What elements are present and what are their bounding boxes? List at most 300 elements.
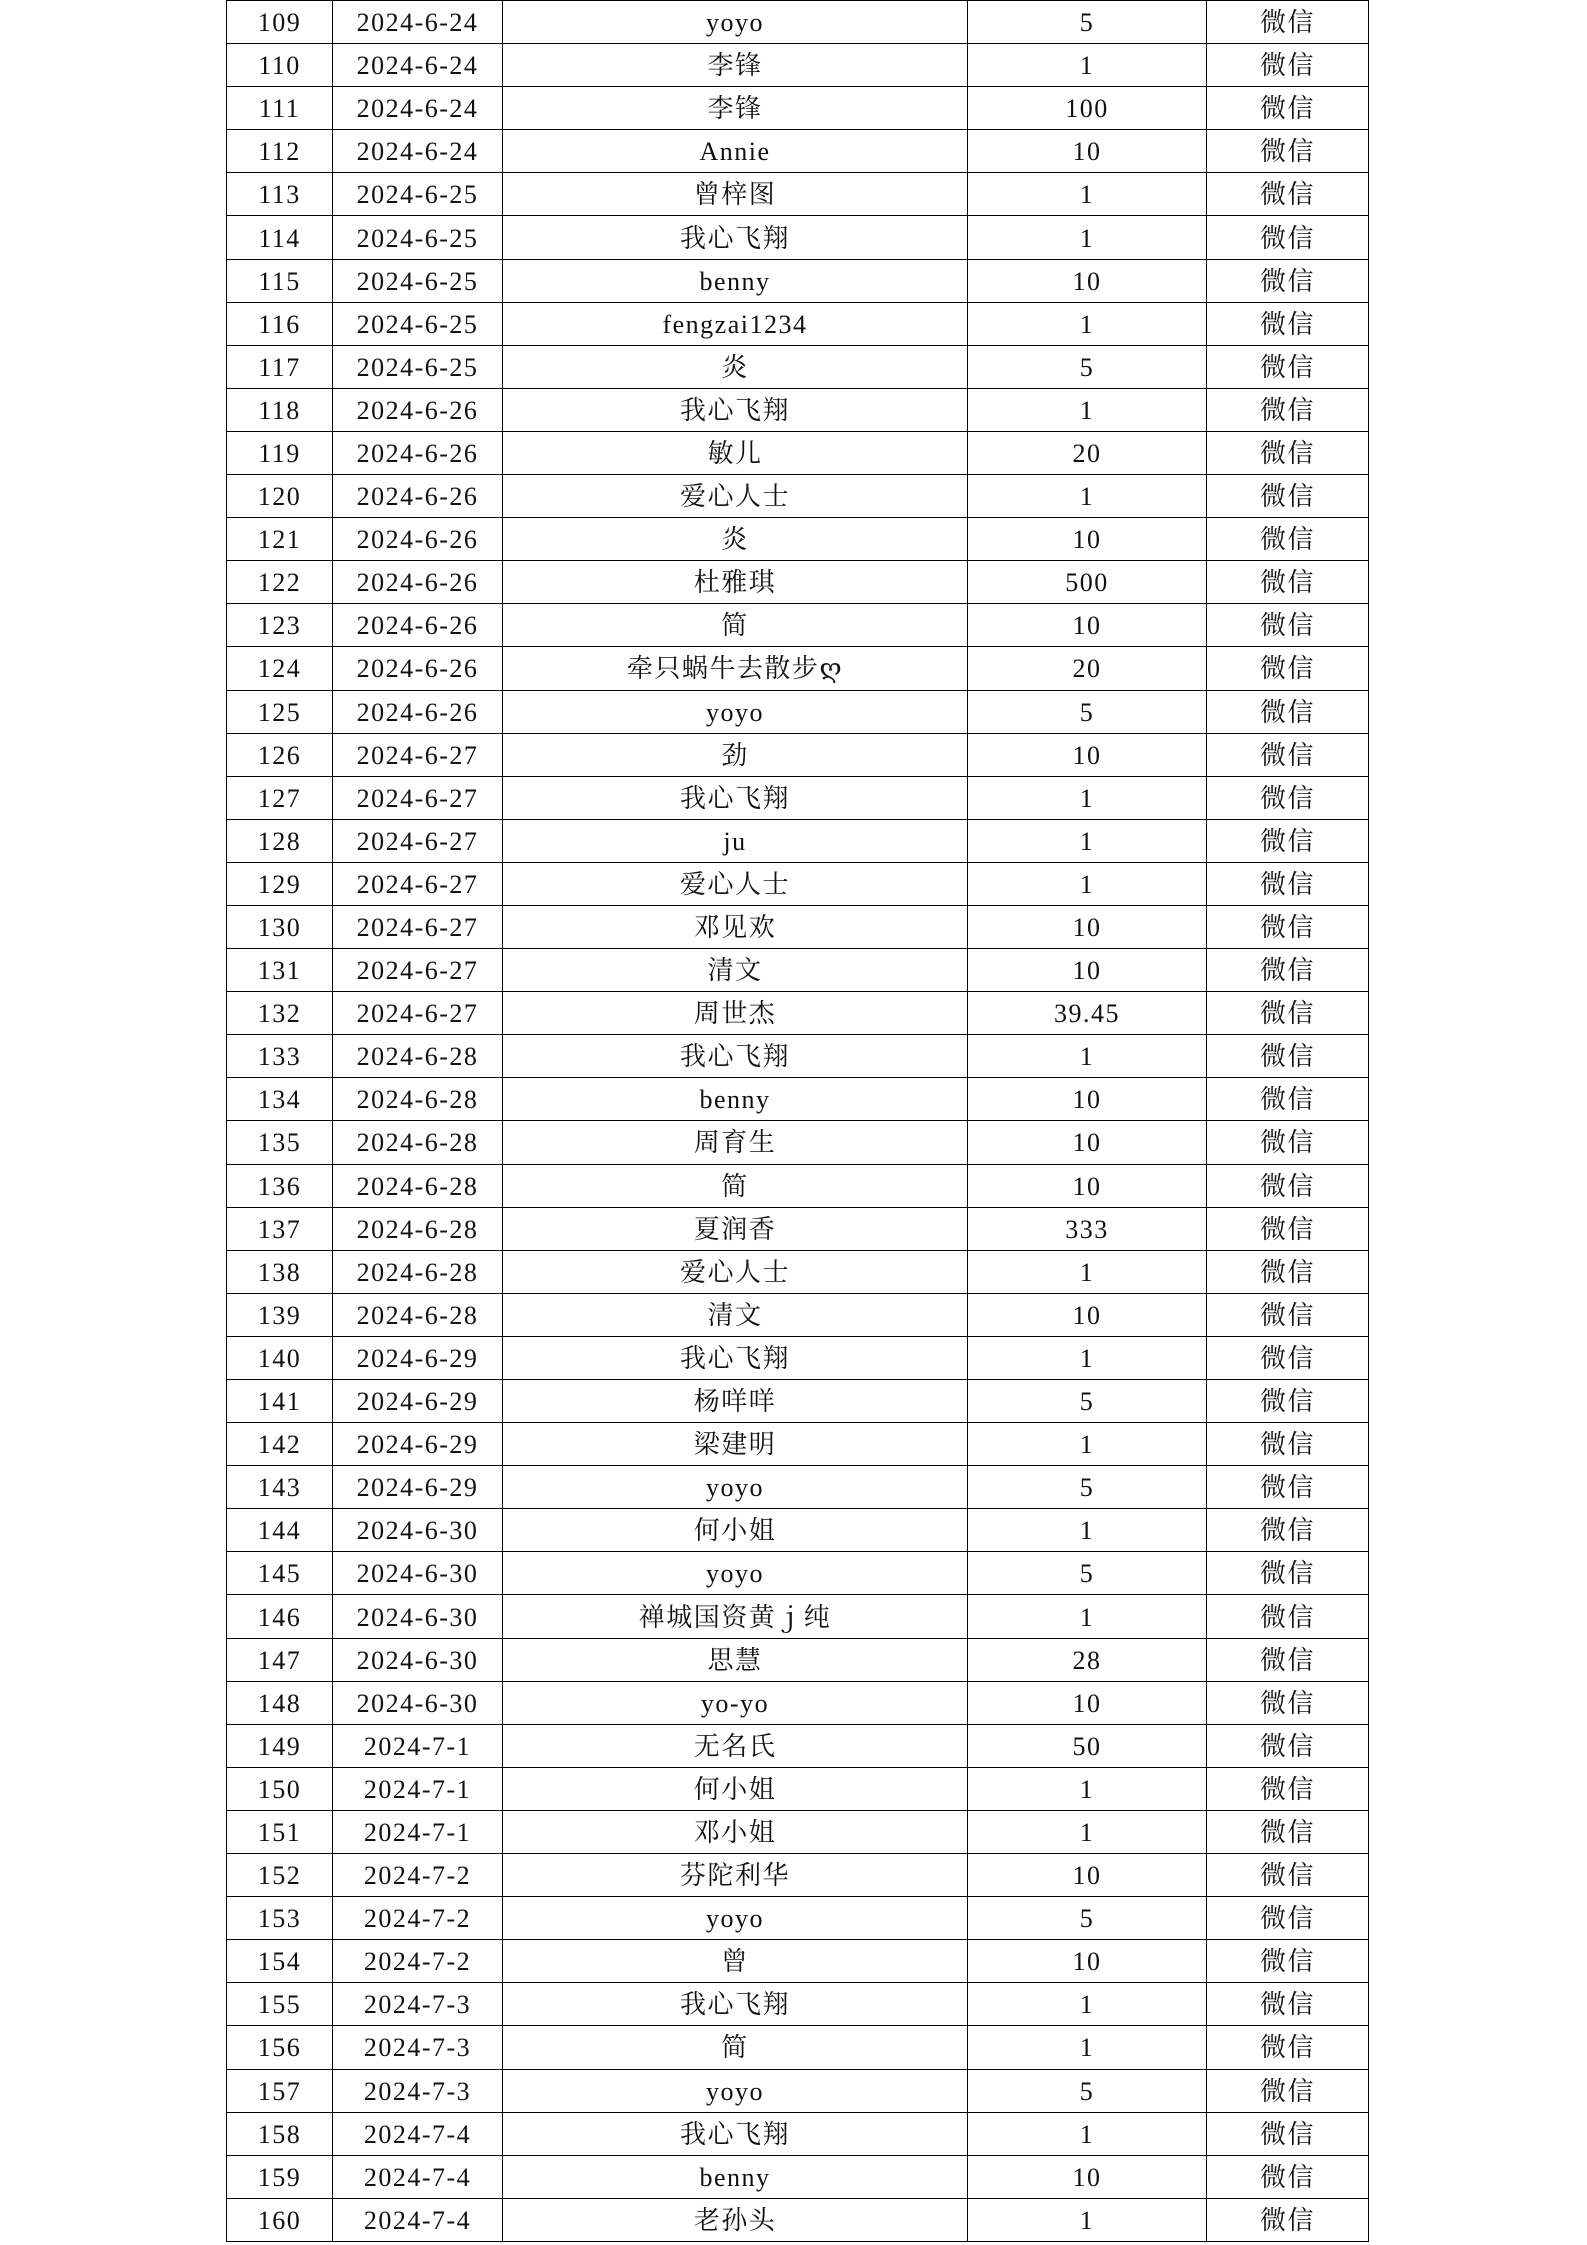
payment-method-cell: 微信 — [1207, 173, 1369, 216]
amount-cell: 10 — [968, 604, 1207, 647]
date-cell: 2024-6-28 — [333, 1294, 503, 1337]
donor-name-cell: yoyo — [503, 1466, 968, 1509]
donor-name-cell: 简 — [503, 1165, 968, 1208]
donor-name-cell: 爱心人士 — [503, 1251, 968, 1294]
table-row — [227, 604, 1369, 647]
row-number-cell: 128 — [227, 820, 333, 863]
donor-name-cell: 曾 — [503, 1940, 968, 1983]
row-number-cell: 136 — [227, 1165, 333, 1208]
row-number-cell: 122 — [227, 561, 333, 604]
payment-method-cell: 微信 — [1207, 2156, 1369, 2199]
donor-name-cell: ju — [503, 820, 968, 863]
table-row — [227, 1983, 1369, 2026]
donor-name-cell: 爱心人士 — [503, 863, 968, 906]
row-number-cell: 121 — [227, 518, 333, 561]
amount-cell: 20 — [968, 432, 1207, 475]
row-number-cell: 152 — [227, 1854, 333, 1897]
table-row — [227, 949, 1369, 992]
row-number-cell: 109 — [227, 1, 333, 44]
amount-cell: 5 — [968, 2070, 1207, 2113]
date-cell: 2024-6-26 — [333, 432, 503, 475]
row-number-cell: 140 — [227, 1337, 333, 1380]
table-row — [227, 1552, 1369, 1595]
date-cell: 2024-6-28 — [333, 1035, 503, 1078]
amount-cell: 10 — [968, 1682, 1207, 1725]
date-cell: 2024-6-30 — [333, 1682, 503, 1725]
donor-name-cell: 爱心人士 — [503, 475, 968, 518]
amount-cell: 10 — [968, 1121, 1207, 1164]
payment-method-cell: 微信 — [1207, 561, 1369, 604]
amount-cell: 10 — [968, 906, 1207, 949]
date-cell: 2024-6-30 — [333, 1639, 503, 1682]
row-number-cell: 132 — [227, 992, 333, 1035]
donor-name-cell: 芬陀利华 — [503, 1854, 968, 1897]
donor-name-cell: 牵只蜗牛去散步ღ — [503, 647, 968, 690]
date-cell: 2024-7-1 — [333, 1811, 503, 1854]
row-number-cell: 146 — [227, 1595, 333, 1638]
donor-name-cell: 简 — [503, 2026, 968, 2069]
date-cell: 2024-6-30 — [333, 1509, 503, 1552]
table-row — [227, 518, 1369, 561]
table-row — [227, 1121, 1369, 1164]
date-cell: 2024-7-2 — [333, 1940, 503, 1983]
row-number-cell: 144 — [227, 1509, 333, 1552]
amount-cell: 1 — [968, 863, 1207, 906]
date-cell: 2024-6-28 — [333, 1251, 503, 1294]
row-number-cell: 151 — [227, 1811, 333, 1854]
payment-method-cell: 微信 — [1207, 691, 1369, 734]
payment-method-cell: 微信 — [1207, 734, 1369, 777]
date-cell: 2024-7-4 — [333, 2156, 503, 2199]
date-cell: 2024-6-28 — [333, 1208, 503, 1251]
donor-name-cell: 我心飞翔 — [503, 777, 968, 820]
payment-method-cell: 微信 — [1207, 1768, 1369, 1811]
row-number-cell: 158 — [227, 2113, 333, 2156]
payment-method-cell: 微信 — [1207, 1380, 1369, 1423]
table-row — [227, 2156, 1369, 2199]
table-row — [227, 44, 1369, 87]
date-cell: 2024-6-27 — [333, 992, 503, 1035]
date-cell: 2024-6-27 — [333, 863, 503, 906]
row-number-cell: 142 — [227, 1423, 333, 1466]
table-row — [227, 1854, 1369, 1897]
row-number-cell: 113 — [227, 173, 333, 216]
payment-method-cell: 微信 — [1207, 1682, 1369, 1725]
date-cell: 2024-6-28 — [333, 1165, 503, 1208]
table-row — [227, 691, 1369, 734]
donor-name-cell: benny — [503, 260, 968, 303]
amount-cell: 1 — [968, 1251, 1207, 1294]
row-number-cell: 129 — [227, 863, 333, 906]
payment-method-cell: 微信 — [1207, 1294, 1369, 1337]
donor-name-cell: yoyo — [503, 1, 968, 44]
date-cell: 2024-6-24 — [333, 87, 503, 130]
payment-method-cell: 微信 — [1207, 1940, 1369, 1983]
table-row — [227, 216, 1369, 259]
table-row — [227, 1078, 1369, 1121]
table-row — [227, 1639, 1369, 1682]
table-row — [227, 432, 1369, 475]
payment-method-cell: 微信 — [1207, 1466, 1369, 1509]
table-row — [227, 863, 1369, 906]
payment-method-cell: 微信 — [1207, 1208, 1369, 1251]
table-row — [227, 2070, 1369, 2113]
date-cell: 2024-6-27 — [333, 906, 503, 949]
date-cell: 2024-6-27 — [333, 777, 503, 820]
payment-method-cell: 微信 — [1207, 389, 1369, 432]
donor-name-cell: benny — [503, 2156, 968, 2199]
row-number-cell: 147 — [227, 1639, 333, 1682]
payment-method-cell: 微信 — [1207, 475, 1369, 518]
amount-cell: 10 — [968, 1078, 1207, 1121]
payment-method-cell: 微信 — [1207, 1595, 1369, 1638]
amount-cell: 28 — [968, 1639, 1207, 1682]
donor-name-cell: Annie — [503, 130, 968, 173]
amount-cell: 1 — [968, 2199, 1207, 2242]
donor-name-cell: 李锋 — [503, 87, 968, 130]
row-number-cell: 124 — [227, 647, 333, 690]
date-cell: 2024-6-29 — [333, 1423, 503, 1466]
amount-cell: 10 — [968, 734, 1207, 777]
table-row — [227, 906, 1369, 949]
date-cell: 2024-6-26 — [333, 475, 503, 518]
date-cell: 2024-6-26 — [333, 647, 503, 690]
row-number-cell: 139 — [227, 1294, 333, 1337]
payment-method-cell: 微信 — [1207, 130, 1369, 173]
amount-cell: 1 — [968, 2113, 1207, 2156]
table-row — [227, 2026, 1369, 2069]
payment-method-cell: 微信 — [1207, 346, 1369, 389]
date-cell: 2024-7-1 — [333, 1768, 503, 1811]
donor-name-cell: 老孙头 — [503, 2199, 968, 2242]
table-row — [227, 1423, 1369, 1466]
payment-method-cell: 微信 — [1207, 1552, 1369, 1595]
payment-method-cell: 微信 — [1207, 1811, 1369, 1854]
amount-cell: 1 — [968, 1811, 1207, 1854]
payment-method-cell: 微信 — [1207, 863, 1369, 906]
row-number-cell: 133 — [227, 1035, 333, 1078]
date-cell: 2024-6-27 — [333, 820, 503, 863]
table-row — [227, 1682, 1369, 1725]
amount-cell: 1 — [968, 1509, 1207, 1552]
amount-cell: 5 — [968, 1380, 1207, 1423]
donor-name-cell: 杨咩咩 — [503, 1380, 968, 1423]
date-cell: 2024-6-26 — [333, 518, 503, 561]
donor-name-cell: 周育生 — [503, 1121, 968, 1164]
amount-cell: 10 — [968, 1940, 1207, 1983]
amount-cell: 1 — [968, 303, 1207, 346]
date-cell: 2024-6-25 — [333, 260, 503, 303]
donor-name-cell: yo-yo — [503, 1682, 968, 1725]
table-row — [227, 1811, 1369, 1854]
row-number-cell: 154 — [227, 1940, 333, 1983]
payment-method-cell: 微信 — [1207, 1423, 1369, 1466]
date-cell: 2024-7-1 — [333, 1725, 503, 1768]
row-number-cell: 120 — [227, 475, 333, 518]
donor-name-cell: 周世杰 — [503, 992, 968, 1035]
date-cell: 2024-6-26 — [333, 389, 503, 432]
donor-name-cell: 邓小姐 — [503, 1811, 968, 1854]
payment-method-cell: 微信 — [1207, 1983, 1369, 2026]
table-row — [227, 1380, 1369, 1423]
payment-method-cell: 微信 — [1207, 1639, 1369, 1682]
date-cell: 2024-7-2 — [333, 1854, 503, 1897]
donor-name-cell: 梁建明 — [503, 1423, 968, 1466]
amount-cell: 50 — [968, 1725, 1207, 1768]
row-number-cell: 130 — [227, 906, 333, 949]
date-cell: 2024-6-27 — [333, 734, 503, 777]
row-number-cell: 125 — [227, 691, 333, 734]
row-number-cell: 156 — [227, 2026, 333, 2069]
row-number-cell: 159 — [227, 2156, 333, 2199]
payment-method-cell: 微信 — [1207, 44, 1369, 87]
amount-cell: 1 — [968, 1983, 1207, 2026]
payment-method-cell: 微信 — [1207, 1251, 1369, 1294]
row-number-cell: 155 — [227, 1983, 333, 2026]
donor-name-cell: 清文 — [503, 949, 968, 992]
donor-name-cell: yoyo — [503, 2070, 968, 2113]
payment-method-cell: 微信 — [1207, 777, 1369, 820]
amount-cell: 5 — [968, 1897, 1207, 1940]
table-row — [227, 820, 1369, 863]
amount-cell: 20 — [968, 647, 1207, 690]
date-cell: 2024-6-25 — [333, 303, 503, 346]
row-number-cell: 153 — [227, 1897, 333, 1940]
row-number-cell: 116 — [227, 303, 333, 346]
table-row — [227, 1337, 1369, 1380]
amount-cell: 5 — [968, 1466, 1207, 1509]
payment-method-cell: 微信 — [1207, 1121, 1369, 1164]
row-number-cell: 145 — [227, 1552, 333, 1595]
payment-method-cell: 微信 — [1207, 949, 1369, 992]
row-number-cell: 157 — [227, 2070, 333, 2113]
payment-method-cell: 微信 — [1207, 2113, 1369, 2156]
date-cell: 2024-6-24 — [333, 130, 503, 173]
donor-name-cell: 无名氏 — [503, 1725, 968, 1768]
amount-cell: 5 — [968, 1552, 1207, 1595]
amount-cell: 10 — [968, 1165, 1207, 1208]
payment-method-cell: 微信 — [1207, 1509, 1369, 1552]
donor-name-cell: 我心飞翔 — [503, 2113, 968, 2156]
table-row — [227, 1251, 1369, 1294]
payment-method-cell: 微信 — [1207, 906, 1369, 949]
payment-method-cell: 微信 — [1207, 1, 1369, 44]
donor-name-cell: 夏润香 — [503, 1208, 968, 1251]
donor-name-cell: benny — [503, 1078, 968, 1121]
payment-method-cell: 微信 — [1207, 1165, 1369, 1208]
payment-method-cell: 微信 — [1207, 87, 1369, 130]
payment-method-cell: 微信 — [1207, 1078, 1369, 1121]
table-row — [227, 1509, 1369, 1552]
donor-name-cell: 禅城国资黄ｊ纯 — [503, 1595, 968, 1638]
table-row — [227, 1, 1369, 44]
donor-name-cell: 曾梓图 — [503, 173, 968, 216]
payment-method-cell: 微信 — [1207, 1897, 1369, 1940]
table-row — [227, 647, 1369, 690]
table-row — [227, 1466, 1369, 1509]
amount-cell: 1 — [968, 1337, 1207, 1380]
table-row — [227, 1897, 1369, 1940]
table-row — [227, 1035, 1369, 1078]
table-row — [227, 130, 1369, 173]
date-cell: 2024-7-4 — [333, 2113, 503, 2156]
row-number-cell: 131 — [227, 949, 333, 992]
donation-table — [226, 0, 1369, 2242]
donor-name-cell: 敏儿 — [503, 432, 968, 475]
amount-cell: 1 — [968, 44, 1207, 87]
table-row — [227, 777, 1369, 820]
payment-method-cell: 微信 — [1207, 260, 1369, 303]
donor-name-cell: 炎 — [503, 518, 968, 561]
row-number-cell: 143 — [227, 1466, 333, 1509]
amount-cell: 10 — [968, 949, 1207, 992]
donor-name-cell: 思慧 — [503, 1639, 968, 1682]
table-row — [227, 1165, 1369, 1208]
amount-cell: 1 — [968, 820, 1207, 863]
payment-method-cell: 微信 — [1207, 1337, 1369, 1380]
amount-cell: 10 — [968, 2156, 1207, 2199]
amount-cell: 10 — [968, 130, 1207, 173]
donor-name-cell: 李锋 — [503, 44, 968, 87]
row-number-cell: 160 — [227, 2199, 333, 2242]
table-row — [227, 1768, 1369, 1811]
amount-cell: 10 — [968, 1294, 1207, 1337]
row-number-cell: 111 — [227, 87, 333, 130]
amount-cell: 5 — [968, 346, 1207, 389]
donor-name-cell: 劲 — [503, 734, 968, 777]
row-number-cell: 148 — [227, 1682, 333, 1725]
amount-cell: 10 — [968, 260, 1207, 303]
date-cell: 2024-6-30 — [333, 1595, 503, 1638]
donor-name-cell: 我心飞翔 — [503, 1983, 968, 2026]
amount-cell: 1 — [968, 1595, 1207, 1638]
payment-method-cell: 微信 — [1207, 518, 1369, 561]
amount-cell: 1 — [968, 2026, 1207, 2069]
amount-cell: 1 — [968, 475, 1207, 518]
date-cell: 2024-6-25 — [333, 173, 503, 216]
date-cell: 2024-6-25 — [333, 346, 503, 389]
row-number-cell: 141 — [227, 1380, 333, 1423]
date-cell: 2024-7-3 — [333, 2026, 503, 2069]
table-row — [227, 2199, 1369, 2242]
row-number-cell: 135 — [227, 1121, 333, 1164]
amount-cell: 5 — [968, 1, 1207, 44]
table-row — [227, 734, 1369, 777]
row-number-cell: 123 — [227, 604, 333, 647]
donor-name-cell: 何小姐 — [503, 1509, 968, 1552]
donor-name-cell: 清文 — [503, 1294, 968, 1337]
amount-cell: 100 — [968, 87, 1207, 130]
table-row — [227, 303, 1369, 346]
donor-name-cell: yoyo — [503, 691, 968, 734]
row-number-cell: 110 — [227, 44, 333, 87]
table-row — [227, 1725, 1369, 1768]
date-cell: 2024-6-29 — [333, 1380, 503, 1423]
amount-cell: 1 — [968, 1768, 1207, 1811]
row-number-cell: 150 — [227, 1768, 333, 1811]
donor-name-cell: 杜雅琪 — [503, 561, 968, 604]
table-row — [227, 561, 1369, 604]
date-cell: 2024-7-2 — [333, 1897, 503, 1940]
amount-cell: 333 — [968, 1208, 1207, 1251]
amount-cell: 5 — [968, 691, 1207, 734]
amount-cell: 1 — [968, 777, 1207, 820]
payment-method-cell: 微信 — [1207, 303, 1369, 346]
amount-cell: 500 — [968, 561, 1207, 604]
payment-method-cell: 微信 — [1207, 2026, 1369, 2069]
table-row — [227, 173, 1369, 216]
payment-method-cell: 微信 — [1207, 1035, 1369, 1078]
date-cell: 2024-6-24 — [333, 44, 503, 87]
date-cell: 2024-6-26 — [333, 691, 503, 734]
donor-name-cell: 我心飞翔 — [503, 216, 968, 259]
row-number-cell: 119 — [227, 432, 333, 475]
amount-cell: 10 — [968, 1854, 1207, 1897]
donor-name-cell: 邓见欢 — [503, 906, 968, 949]
payment-method-cell: 微信 — [1207, 604, 1369, 647]
date-cell: 2024-6-28 — [333, 1078, 503, 1121]
payment-method-cell: 微信 — [1207, 2070, 1369, 2113]
donor-name-cell: yoyo — [503, 1552, 968, 1595]
amount-cell: 1 — [968, 216, 1207, 259]
date-cell: 2024-7-3 — [333, 1983, 503, 2026]
donor-name-cell: 我心飞翔 — [503, 1337, 968, 1380]
payment-method-cell: 微信 — [1207, 820, 1369, 863]
donor-name-cell: yoyo — [503, 1897, 968, 1940]
date-cell: 2024-7-4 — [333, 2199, 503, 2242]
table-row — [227, 475, 1369, 518]
date-cell: 2024-6-28 — [333, 1121, 503, 1164]
donor-name-cell: 我心飞翔 — [503, 1035, 968, 1078]
table-row — [227, 1294, 1369, 1337]
amount-cell: 1 — [968, 173, 1207, 216]
date-cell: 2024-6-29 — [333, 1466, 503, 1509]
payment-method-cell: 微信 — [1207, 2199, 1369, 2242]
amount-cell: 1 — [968, 1423, 1207, 1466]
amount-cell: 10 — [968, 518, 1207, 561]
table-row — [227, 2113, 1369, 2156]
payment-method-cell: 微信 — [1207, 1725, 1369, 1768]
date-cell: 2024-6-29 — [333, 1337, 503, 1380]
payment-method-cell: 微信 — [1207, 216, 1369, 259]
amount-cell: 1 — [968, 1035, 1207, 1078]
amount-cell: 39.45 — [968, 992, 1207, 1035]
table-row — [227, 992, 1369, 1035]
row-number-cell: 126 — [227, 734, 333, 777]
amount-cell: 1 — [968, 389, 1207, 432]
table-row — [227, 87, 1369, 130]
payment-method-cell: 微信 — [1207, 992, 1369, 1035]
row-number-cell: 114 — [227, 216, 333, 259]
donor-name-cell: 简 — [503, 604, 968, 647]
date-cell: 2024-6-26 — [333, 604, 503, 647]
donor-name-cell: 炎 — [503, 346, 968, 389]
table-row — [227, 1208, 1369, 1251]
row-number-cell: 127 — [227, 777, 333, 820]
date-cell: 2024-6-27 — [333, 949, 503, 992]
payment-method-cell: 微信 — [1207, 1854, 1369, 1897]
row-number-cell: 138 — [227, 1251, 333, 1294]
row-number-cell: 118 — [227, 389, 333, 432]
row-number-cell: 115 — [227, 260, 333, 303]
donor-name-cell: fengzai1234 — [503, 303, 968, 346]
row-number-cell: 137 — [227, 1208, 333, 1251]
table-row — [227, 346, 1369, 389]
date-cell: 2024-6-25 — [333, 216, 503, 259]
date-cell: 2024-6-30 — [333, 1552, 503, 1595]
table-row — [227, 389, 1369, 432]
table-row — [227, 1940, 1369, 1983]
